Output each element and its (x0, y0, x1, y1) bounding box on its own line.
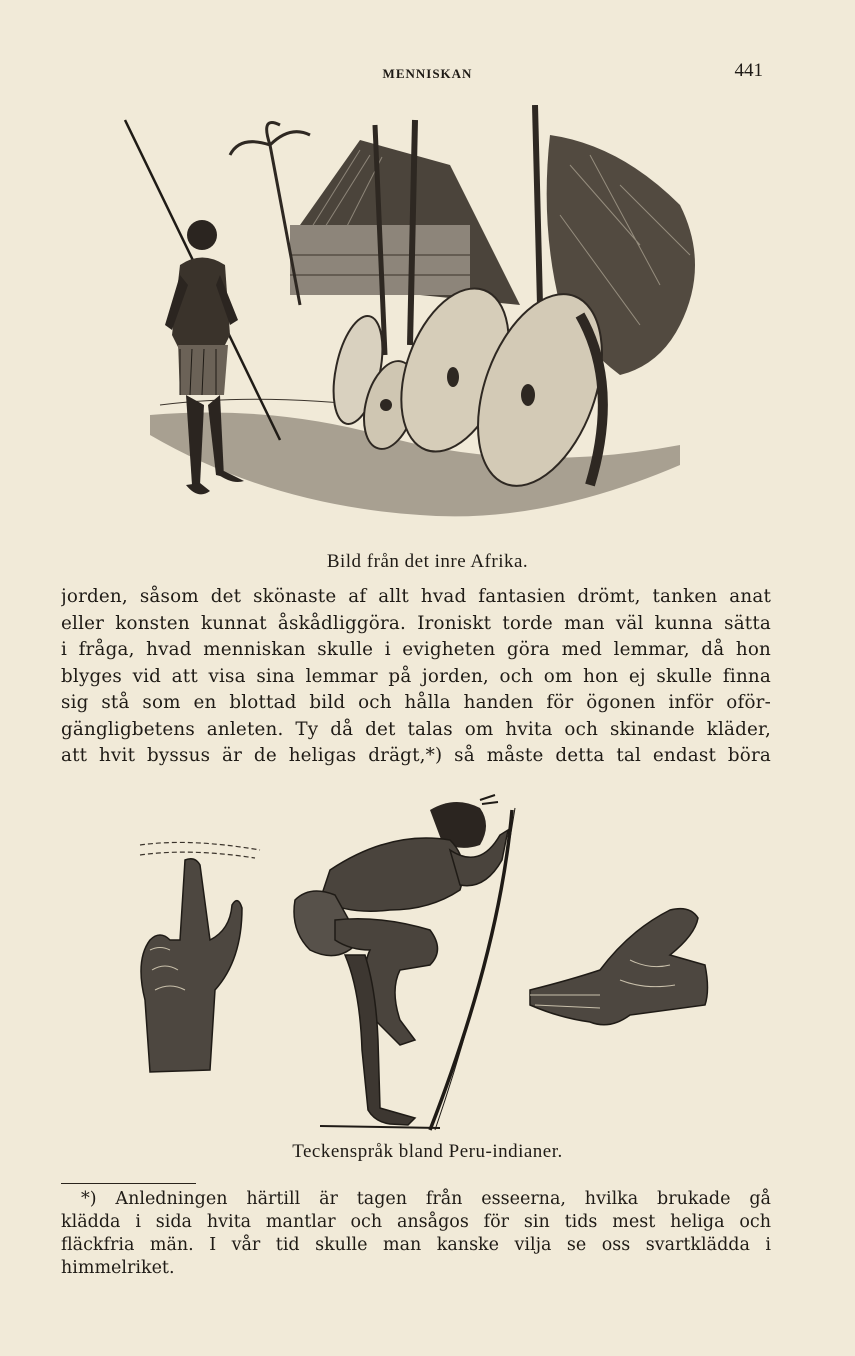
body-line: eller konsten kunnat åskådliggöra. Ironiskt torde man väl kunna sätta (61, 612, 771, 634)
body-line: sig stå som en blottad bild och hålla handen för ögonen inför oför- (61, 692, 771, 713)
body-line: att hvit byssus är de heligas drägt,*) så måste detta tal endast böra (61, 745, 771, 766)
running-title: MENNISKAN (382, 66, 473, 81)
footnote-divider (61, 1183, 196, 1184)
figure-caption-africa: Bild från det inre Afrika. (326, 551, 529, 572)
footnote-line: fläckfria män. I vår tid skulle man kanske vilja se oss svartklädda i (61, 1235, 771, 1255)
footnote-line: *) Anledningen härtill är tagen från esseerna, hvilka brukade gå (81, 1189, 771, 1209)
body-line: i fråga, hvad menniskan skulle i evigheten göra med lemmar, då hon (61, 639, 771, 660)
figure-peru-sign-language (130, 790, 720, 1135)
engraving-peru-indian-archer-icon (130, 790, 720, 1135)
footnote (61, 1188, 771, 1280)
engraving-african-village-icon (120, 105, 710, 535)
footnote-line: klädda i sida hvita mantlar och ansågos för sin tids mest heliga och (61, 1212, 771, 1232)
body-paragraph (61, 584, 771, 770)
figure-africa-engraving (120, 105, 710, 535)
body-line: blyges vid att visa sina lemmar på jorden, och om hon ej skulle finna (61, 665, 771, 687)
figure-caption-peru: Teckenspråk bland Peru-indianer. (292, 1141, 563, 1162)
footnote-line: himmelriket. (61, 1258, 175, 1278)
body-line: gängligbetens anleten. Ty då det talas om hvita och skinande kläder, (61, 718, 771, 740)
body-line: jorden, såsom det skönaste af allt hvad fantasien drömt, tanken anat (61, 586, 771, 607)
page-number: 441 (734, 60, 763, 81)
